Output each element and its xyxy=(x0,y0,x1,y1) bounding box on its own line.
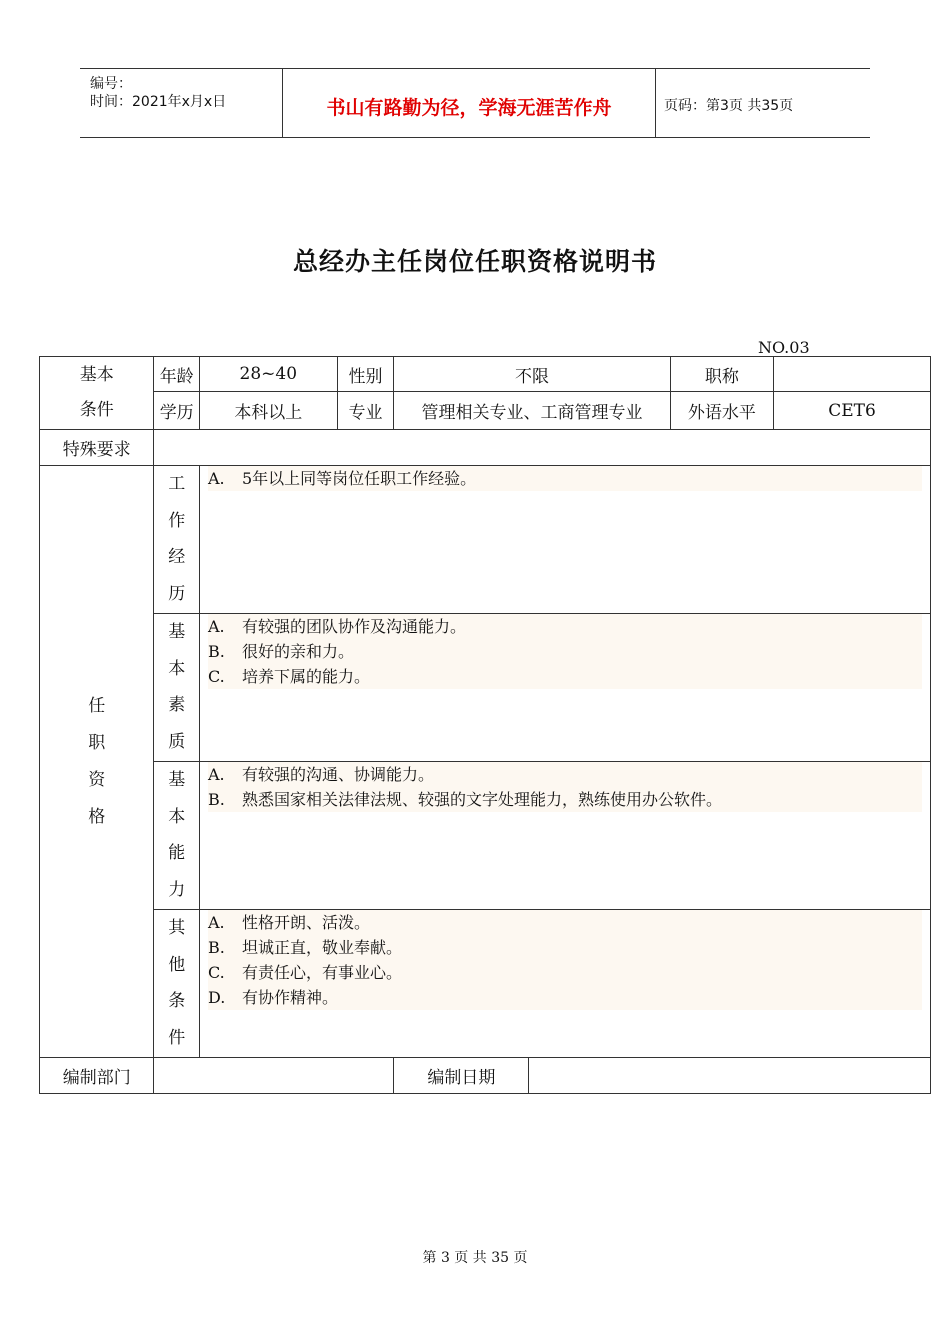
section-name-char: 能 xyxy=(168,843,186,864)
item-text: 有协作精神。 xyxy=(241,988,338,1007)
list-item xyxy=(208,935,922,960)
section-name-other-conditions xyxy=(154,910,200,1058)
document-title: 总经办主任岗位任职资格说明书 xyxy=(292,247,657,276)
item-mark: A. xyxy=(207,913,225,932)
age-label: 年龄 xyxy=(154,357,200,392)
item-mark: C. xyxy=(207,667,225,686)
item-mark: D. xyxy=(207,988,226,1007)
item-text: 5年以上同等岗位任职工作经验。 xyxy=(241,469,477,488)
date-cell xyxy=(394,1058,931,1094)
item-text: 坦诚正直，敬业奉献。 xyxy=(241,938,402,957)
qual-char: 任 xyxy=(88,695,106,716)
section-name-char: 历 xyxy=(168,584,186,605)
date-label: 编制日期 xyxy=(394,1058,529,1093)
special-label: 特殊要求 xyxy=(40,430,154,466)
dept-value xyxy=(154,1058,394,1094)
major-label: 专业 xyxy=(337,392,394,430)
item-mark: B. xyxy=(207,642,225,661)
list-item xyxy=(208,960,922,985)
qual-char: 职 xyxy=(88,732,106,753)
gender-value: 不限 xyxy=(394,357,670,392)
item-text: 培养下属的能力。 xyxy=(241,667,370,686)
section-content-basic-ability xyxy=(199,762,930,910)
item-mark: B. xyxy=(207,938,225,957)
item-text: 很好的亲和力。 xyxy=(241,642,354,661)
section-name-work-experience xyxy=(154,466,200,614)
page-info: 页码：第3页 共35页 xyxy=(664,98,794,114)
item-text: 熟悉国家相关法律法规、较强的文字处理能力，熟练使用办公软件。 xyxy=(241,790,722,809)
section-content-basic-quality xyxy=(199,614,930,762)
special-value xyxy=(154,430,931,466)
section-name-char: 其 xyxy=(168,917,186,938)
item-mark: A. xyxy=(207,765,225,784)
time-label: 时间：2021年x月x日 xyxy=(90,94,227,110)
qual-char: 格 xyxy=(88,806,106,827)
section-name-char: 本 xyxy=(168,658,186,679)
section-name-char: 作 xyxy=(168,510,186,531)
section-name-char: 工 xyxy=(168,473,186,494)
section-name-char: 素 xyxy=(168,695,186,716)
basic-label-line2: 条件 xyxy=(79,400,114,420)
list-item xyxy=(208,466,922,491)
qualification-label xyxy=(40,466,154,1058)
item-mark: A. xyxy=(207,469,225,488)
lang-value: CET6 xyxy=(774,392,931,430)
basic-label-line1: 基本 xyxy=(79,365,114,385)
qualification-table xyxy=(39,356,931,1094)
rank-label: 职称 xyxy=(670,357,773,392)
item-text: 性格开朗、活泼。 xyxy=(241,913,370,932)
rank-value xyxy=(774,357,931,392)
qual-char: 资 xyxy=(88,769,106,790)
section-name-char: 经 xyxy=(168,547,186,568)
section-name-char: 力 xyxy=(168,880,186,901)
number-label: 编号： xyxy=(90,76,132,92)
page-header xyxy=(80,68,870,138)
list-item xyxy=(208,787,922,812)
section-name-char: 基 xyxy=(168,769,186,790)
section-content-other-conditions xyxy=(199,910,930,1058)
header-right-cell xyxy=(656,69,870,137)
item-text: 有责任心，有事业心。 xyxy=(241,963,402,982)
edu-label: 学历 xyxy=(154,392,200,430)
list-item xyxy=(208,985,922,1010)
item-text: 有较强的团队协作及沟通能力。 xyxy=(241,617,466,636)
item-mark: B. xyxy=(207,790,225,809)
basic-conditions-label xyxy=(40,357,154,430)
header-left-cell xyxy=(80,69,282,137)
item-mark: C. xyxy=(207,963,225,982)
page-footer: 第 3 页 共 35 页 xyxy=(422,1250,528,1266)
major-value: 管理相关专业、工商管理专业 xyxy=(394,392,670,430)
dept-label: 编制部门 xyxy=(40,1058,154,1094)
section-name-char: 质 xyxy=(168,732,186,753)
list-item xyxy=(208,762,922,787)
list-item xyxy=(208,910,922,935)
gender-label: 性别 xyxy=(337,357,394,392)
section-name-char: 基 xyxy=(168,621,186,642)
document-number: NO.03 xyxy=(758,338,810,357)
age-value: 28~40 xyxy=(199,357,337,392)
section-name-basic-quality xyxy=(154,614,200,762)
section-name-char: 条 xyxy=(168,991,186,1012)
lang-label: 外语水平 xyxy=(670,392,773,430)
section-name-char: 件 xyxy=(168,1028,186,1049)
item-text: 有较强的沟通、协调能力。 xyxy=(241,765,434,784)
section-name-char: 本 xyxy=(168,806,186,827)
item-mark: A. xyxy=(207,617,225,636)
header-motto-cell xyxy=(282,69,656,137)
list-item xyxy=(208,664,922,689)
section-name-char: 他 xyxy=(168,954,186,975)
edu-value: 本科以上 xyxy=(199,392,337,430)
list-item xyxy=(208,639,922,664)
motto-text: 书山有路勤为径，学海无涯苦作舟 xyxy=(326,97,612,119)
date-value xyxy=(529,1058,930,1093)
section-content-work-experience xyxy=(199,466,930,614)
list-item xyxy=(208,614,922,639)
section-name-basic-ability xyxy=(154,762,200,910)
